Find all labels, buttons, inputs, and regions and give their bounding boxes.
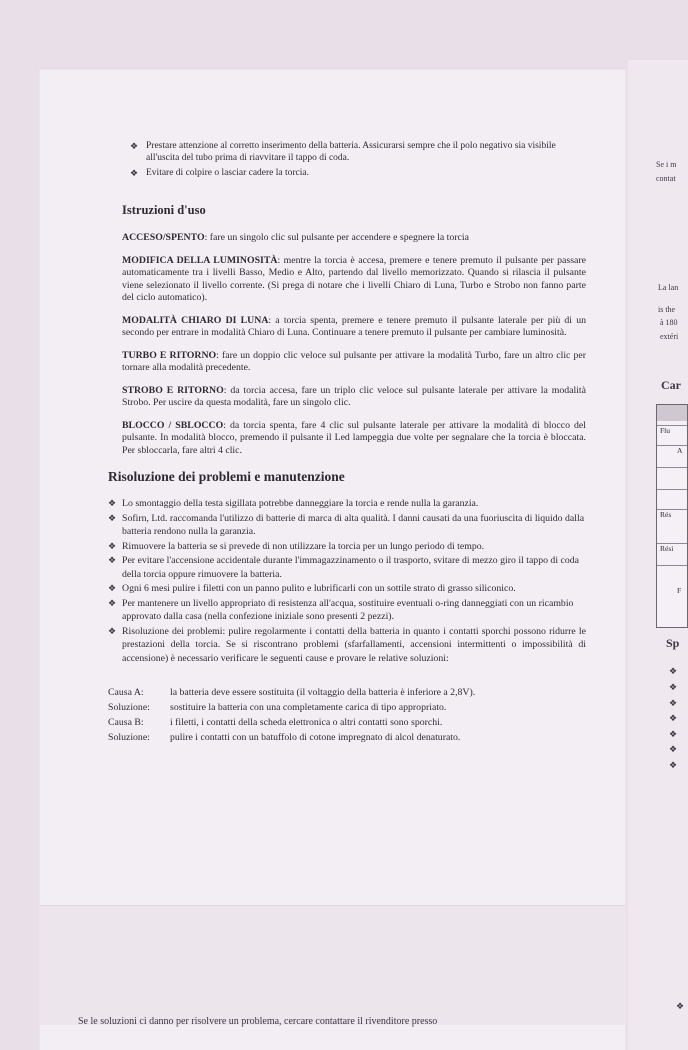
right-page-text: à 180 [660, 318, 678, 327]
instruction-paragraph: MODALITÀ CHIARO DI LUNA: a torcia spenta, premere e tenere premuto il pulsante laterale per più di un secondo per entrare in modalità Chiaro di Luna. Continuare a tenere premuto il pulsante per cambiare luminosità. [122, 314, 586, 338]
right-page-text: extéri [660, 332, 679, 341]
list-item: ❖ Ogni 6 mesi pulire i filetti con un panno pulito e lubrificarli con un sottile strato di grasso siliconico. [108, 583, 516, 594]
bullet-icon: ❖ [108, 597, 117, 608]
cause-row: Soluzione: pulire i contatti con un batuffolo di cotone impregnato di alcol denaturato. [108, 732, 461, 743]
causes-table [108, 685, 586, 745]
bullet-icon: ❖ [669, 682, 678, 692]
cause-row: Causa B: i filetti, i contatti della scheda elettronica o altri contatti sono sporchi. [108, 717, 443, 728]
top-bullets [108, 140, 586, 179]
list-item: ❖ Rimuovere la batteria se si prevede di non utilizzare la torcia per un lungo periodo di tempo. [108, 540, 485, 552]
footer-text-cutoff: Se le soluzioni ci danno per risolvere un problema, cercare contattare il rivenditore presso [78, 1016, 438, 1027]
right-page-text: contat [656, 174, 676, 183]
instruction-paragraph: TURBO E RITORNO: fare un doppio clic veloce sul pulsante per attivare la modalità Turbo, fare un altro clic per tornare alla modalità precedente. [122, 349, 586, 373]
instruction-paragraph: MODIFICA DELLA LUMINOSITÀ: mentre la torcia è accesa, premere e tenere premuto il pulsante per passare automaticamente tra i livelli Basso, Medio e Alto, partendo dal livello memorizzato. Quando si rilascia il pulsante viene selezionato il livello corrente. (Si prega di notare che i livelli Chiaro di Luna, Turbo e Strobo non fanno parte del ciclo automatico). [122, 254, 586, 303]
table-cell: Flu [657, 425, 687, 435]
table-cell: F [657, 565, 687, 595]
page-content [108, 140, 586, 745]
bullet-icon: ❖ [108, 498, 117, 508]
bullet-icon: ❖ [130, 168, 139, 178]
troubleshooting-list [108, 497, 586, 665]
lower-sheet [40, 905, 625, 1025]
list-item: ❖ Evitare di colpire o lasciar cadere la torcia. [130, 168, 309, 178]
right-page-heading: Sp [666, 636, 680, 650]
bullet-icon: ❖ [669, 729, 678, 739]
bullet-icon: ❖ [108, 540, 117, 551]
table-cell: A [657, 445, 687, 455]
bullet-icon: ❖ [669, 760, 678, 770]
right-page-heading: Car [661, 378, 681, 392]
bullet-icon: ❖ [108, 555, 117, 565]
list-item: ❖ Risoluzione dei problemi: pulire regolarmente i contatti della batteria in quanto i contatti sporchi possono ridurre le prestazioni della torcia. Se si riscontrano problemi (sfarfallamenti, accensioni intermittenti o impossibilità di accensione) è necessario verificare le seguenti cause e provare le relative soluzioni: [108, 625, 586, 664]
right-page-text: Se i m [656, 160, 677, 169]
instruction-paragraph: STROBO E RITORNO: da torcia accesa, fare un triplo clic veloce sul pulsante laterale per attivare la modalità Strobo. Per uscire da questa modalità, fare un singolo clic. [122, 384, 587, 408]
bullet-icon: ❖ [108, 583, 117, 593]
table-header-band [657, 405, 687, 421]
table-cell: Rési [657, 543, 687, 553]
instruction-paragraph: ACCESO/SPENTO: fare un singolo clic sul pulsante per accendere e spegnere la torcia [122, 232, 469, 243]
instruction-paragraph: BLOCCO / SBLOCCO: da torcia spenta, fare 4 clic sul pulsante laterale per attivare la modalità di blocco del pulsante. In modalità blocco, premendo il pulsante il Led lampeggia due volte per segnalare che la torcia è bloccata. Per sbloccarla, fare altri 4 clic. [122, 419, 586, 456]
cause-row: Soluzione: sostituire la batteria con una completamente carica di tipo appropriato. [108, 702, 447, 713]
bullet-icon: ❖ [669, 713, 678, 723]
list-item: ❖ Sofirn, Ltd. raccomanda l'utilizzo di batterie di marca di alta qualità. I danni causati da una fuoriuscita di liquido dalla batteria rendono nulla la garanzia. [108, 512, 585, 537]
section-title-instructions: Istruzioni d'uso [122, 203, 206, 217]
list-item: ❖ Prestare attenzione al corretto inserimento della batteria. Assicurarsi sempre che il polo negativo sia visibile all'uscita del tubo prima di riavvitare il tappo di coda. [130, 141, 556, 163]
list-item: ❖ Per mantenere un livello appropriato di resistenza all'acqua, sostituire eventuali o-ring danneggiati con un ricambio approvato dalla casa (nella confezione iniziale sono presenti 2 pezzi). [108, 597, 574, 622]
bullet-icon: ❖ [669, 744, 678, 754]
right-page-text: is the [658, 305, 676, 314]
right-page-text: La lan [658, 283, 679, 292]
table-cell [657, 467, 687, 468]
bullet-icon: ❖ [676, 1001, 685, 1011]
cause-row: Causa A: la batteria deve essere sostituita (il voltaggio della batteria è inferiore a 2,8V). [108, 687, 476, 698]
bullet-icon: ❖ [108, 625, 117, 636]
right-page-spec-table [656, 404, 688, 628]
list-item: ❖ Per evitare l'accensione accidentale durante l'immagazzinamento o il trasporto, svitare di mezzo giro il tappo di coda della torcia oppure rimuovere la batteria. [108, 555, 579, 580]
section-title-troubleshooting: Risoluzione dei problemi e manutenzione [108, 469, 345, 484]
bullet-icon: ❖ [669, 698, 678, 708]
bullet-icon: ❖ [108, 512, 117, 523]
table-cell: Rés [657, 509, 687, 519]
list-item: ❖ Lo smontaggio della testa sigillata potrebbe danneggiare la torcia e rende nulla la garanzia. [108, 498, 479, 509]
bullet-icon: ❖ [669, 666, 678, 676]
bullet-icon: ❖ [130, 141, 139, 151]
table-cell [657, 489, 687, 490]
